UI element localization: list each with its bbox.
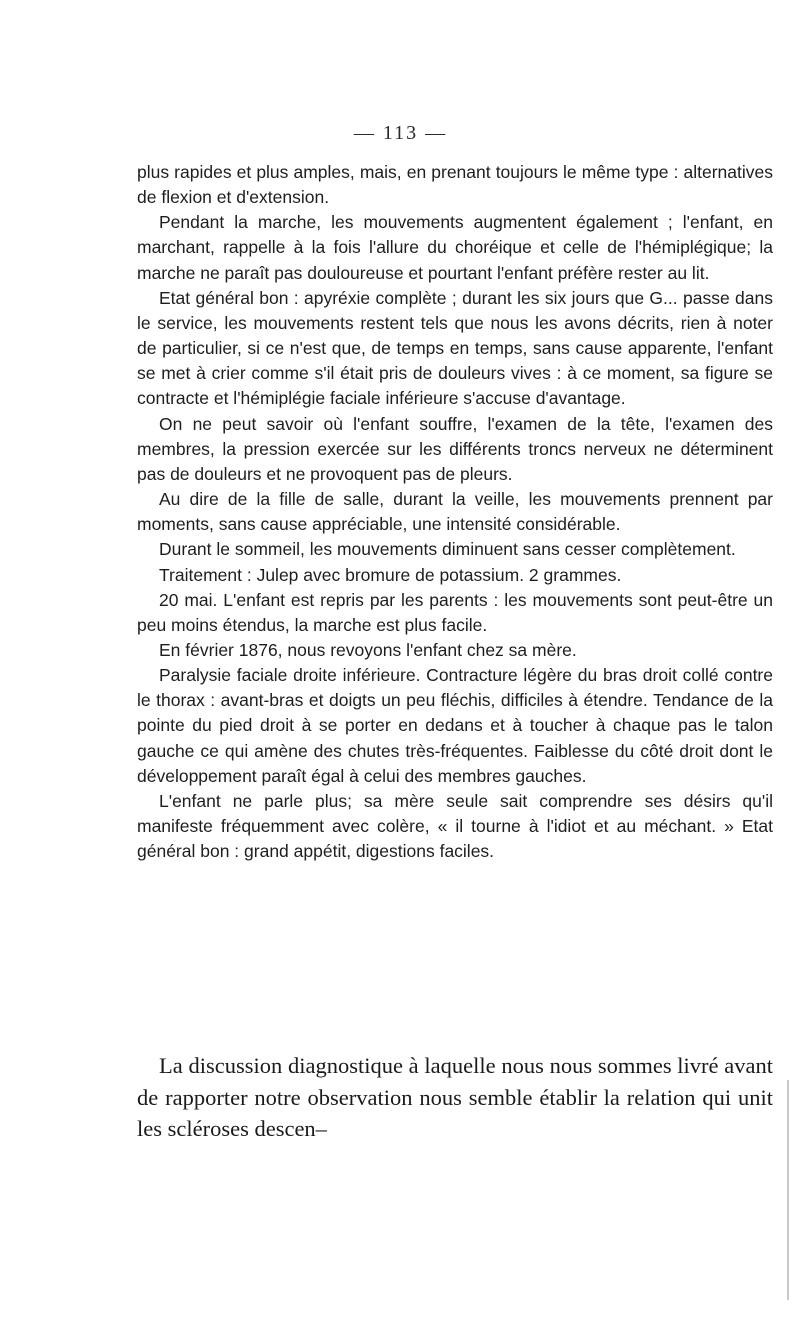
paragraph-discharge: 20 mai. L'enfant est repris par les parents : les mouvements sont peut-être un peu moins étendus, la marche est plus facile.: [137, 589, 773, 635]
observation-text: [137, 160, 773, 864]
discussion-paragraph: La discussion diagnostique à laquelle nous nous sommes livré avant de rapporter notre observation nous semble établir la relation qui unit les scléroses descen–: [137, 1053, 773, 1141]
paragraph-night-movements: Au dire de la fille de salle, durant la veille, les mouvements prennent par moments, sans cause appréciable, une intensité considérable.: [137, 489, 773, 535]
paragraph-treatment: Traitement : Julep avec bromure de potassium. 2 grammes.: [159, 564, 622, 585]
paragraph-general-state: Etat général bon : apyréxie complète ; durant les six jours que G... passe dans le service, les mouvements restent tels que nous les avons décrits, rien à noter de particulier, si ce n'est que, de temps en temps, sans cause apparente, l'enfant se met à crier comme s'il était pris de douleurs vives : à ce moment, sa figure se contracte et l'hémiplégie faciale inférieure s'accuse d'avantage.: [137, 287, 773, 409]
paragraph-sleep: Durant le sommeil, les mouvements diminuent sans cesser complètement.: [159, 539, 736, 560]
paragraph-speech: L'enfant ne parle plus; sa mère seule sait comprendre ses désirs qu'il manifeste fréquemment avec colère, « il tourne à l'idiot et au méchant. » Etat général bon : grand appétit, digestions faciles.: [137, 790, 773, 862]
page-number: — 113 —: [353, 122, 448, 144]
paragraph-examination: On ne peut savoir où l'enfant souffre, l'examen de la tête, l'examen des membres, la pression exercée sur les différents troncs nerveux ne déterminent pas de douleurs et ne provoquent pas de pleurs.: [137, 413, 773, 484]
paragraph-continuation: plus rapides et plus amples, mais, en prenant toujours le même type : alternatives de flexion et d'extension.: [137, 162, 773, 208]
page-edge-line: [787, 1080, 789, 1300]
paragraph-paralysis: Paralysie faciale droite inférieure. Contracture légère du bras droit collé contre le thorax : avant-bras et doigts un peu fléchis, difficiles à étendre. Tendance de la pointe du pied droit à se porter en dedans et à toucher à chaque pas le talon gauche ce qui amène des chutes très-fréquentes. Faiblesse du côté droit dont le développement paraît égal à celui des membres gauches.: [137, 665, 773, 786]
paragraph-gait: Pendant la marche, les mouvements augmentent également ; l'enfant, en marchant, rappelle à la fois l'allure du choréique et celle de l'hémiplégique; la marche ne paraît pas douloureuse et pourtant l'enfant préfère rester au lit.: [137, 212, 773, 283]
paragraph-followup-date: En février 1876, nous revoyons l'enfant chez sa mère.: [159, 639, 577, 660]
